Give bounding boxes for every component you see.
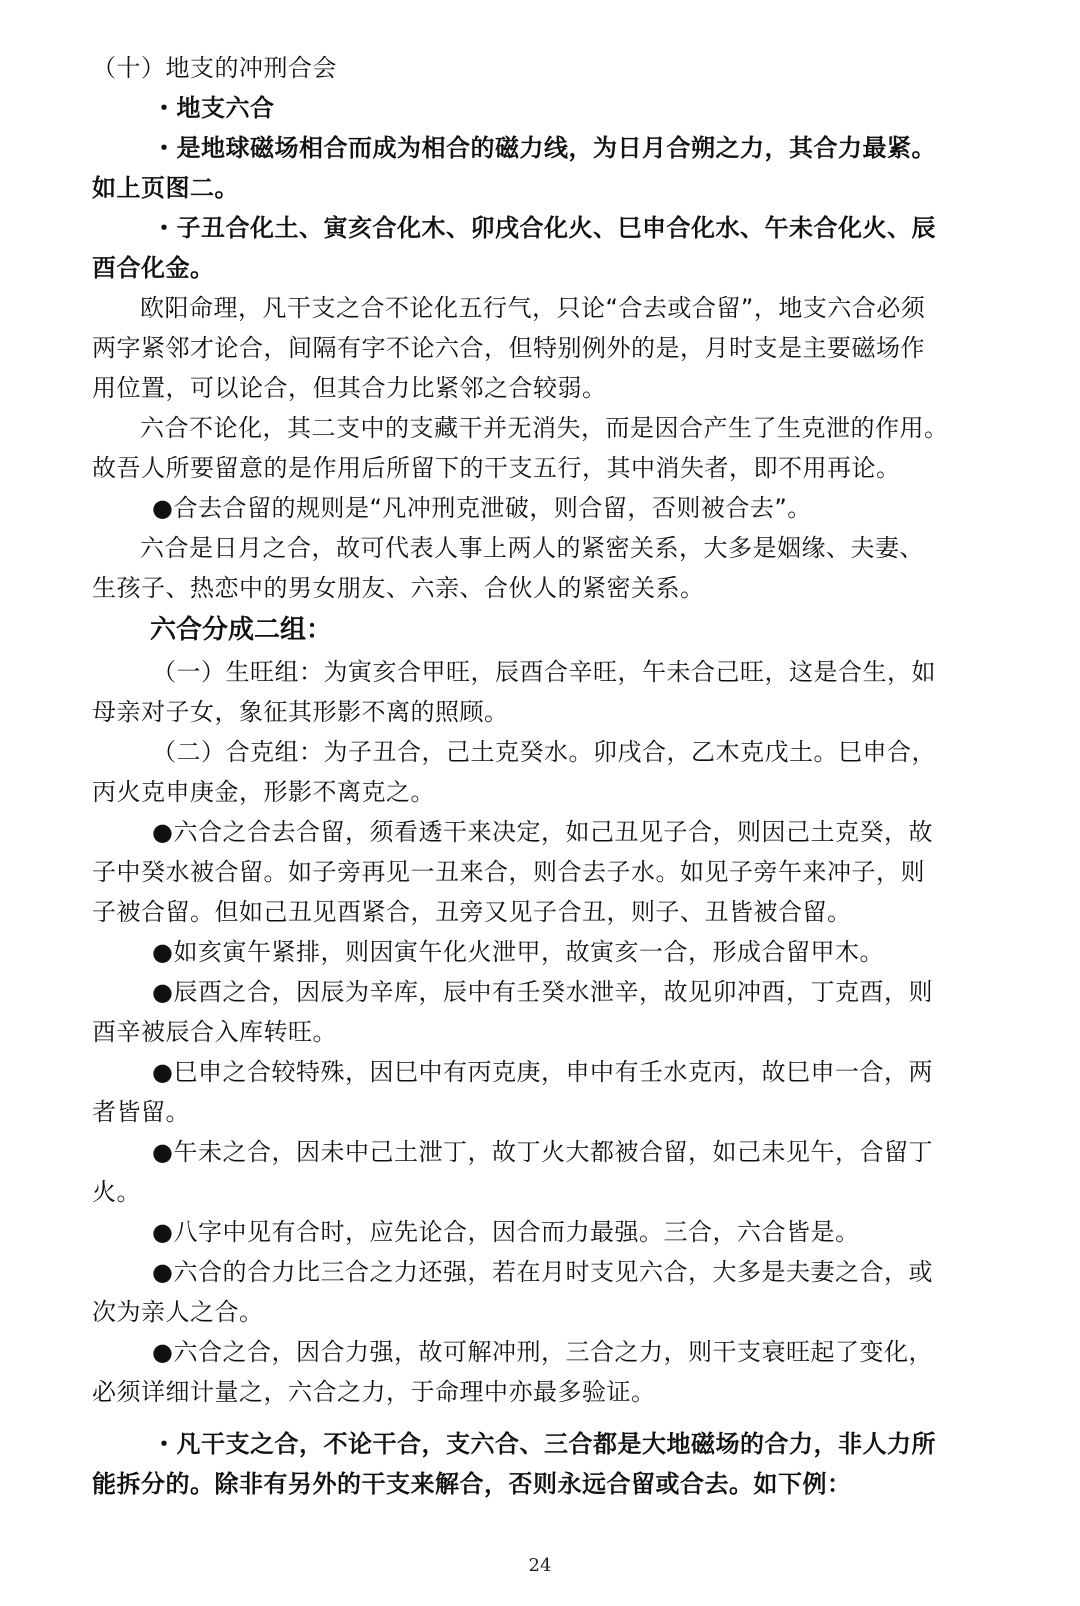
paragraph-line: 六合不论化，其二支中的支藏干并无消失，而是因合产生了生克泄的作用。 [140,414,949,442]
paragraph-line: 生孩子、热恋中的男女朋友、六亲、合伙人的紧密关系。 [92,574,705,602]
section-heading: （十）地支的冲刑合会 [92,54,337,82]
bold-item-six-combinations: ・地支六合 [152,94,275,122]
bold-item-combination-list: ・子丑合化土、寅亥合化木、卯戌合化火、巳申合化水、午未合化火、辰 [152,214,936,242]
paragraph-line: 欧阳命理，凡干支之合不论化五行气，只论“合去或合留”，地支六合必须 [140,294,926,322]
paragraph-line: 故吾人所要留意的是作用后所留下的干支五行，其中消失者，即不用再论。 [92,454,901,482]
bullet-line: 次为亲人之合。 [92,1298,264,1326]
bullet-line: ●八字中见有合时，应先论合，因合而力最强。三合，六合皆是。 [152,1218,860,1246]
paragraph-line: 用位置，可以论合，但其合力比紧邻之合较弱。 [92,374,607,402]
group-line: （二）合克组：为子丑合，己土克癸水。卯戌合，乙木克戊土。巳申合， [152,738,936,766]
bullet-line: 酉辛被辰合入库转旺。 [92,1018,337,1046]
bullet-rule: ●合去合留的规则是“凡冲刑克泄破，则合留，否则被合去”。 [152,494,812,522]
bullet-line: ●如亥寅午紧排，则因寅午化火泄甲，故寅亥一合，形成合留甲木。 [152,938,884,966]
paragraph-line: 六合是日月之合，故可代表人事上两人的紧密关系，大多是姻缘、夫妻、 [140,534,924,562]
bullet-line: ●六合的合力比三合之力还强，若在月时支见六合，大多是夫妻之合，或 [152,1258,933,1286]
bullet-line: 必须详细计量之，六合之力，于命理中亦最多验证。 [92,1378,656,1406]
bullet-line: ●午未之合，因未中己土泄丁，故丁火大都被合留，如己未见午，合留丁 [152,1138,933,1166]
bold-item-continuation: 如上页图二。 [92,174,239,202]
page-number: 24 [528,1555,552,1576]
bullet-line: ●六合之合去合留，须看透干来决定，如己丑见子合，则因己土克癸，故 [152,818,933,846]
bullet-line: ●辰酉之合，因辰为辛库，辰中有壬癸水泄辛，故见卯冲酉，丁克酉，则 [152,978,933,1006]
bullet-line: 子被合留。但如己丑见酉紧合，丑旁又见子合丑，则子、丑皆被合留。 [92,898,852,926]
bold-item-combination-list-cont: 酉合化金。 [92,254,215,282]
page-content [92,48,992,1504]
bold-item-magnetic-field: ・是地球磁场相合而成为相合的磁力线，为日月合朔之力，其合力最紧。 [152,134,936,162]
paragraph-line: 两字紧邻才论合，间隔有字不论六合，但特别例外的是，月时支是主要磁场作 [92,334,925,362]
bullet-line: 子中癸水被合留。如子旁再见一丑来合，则合去子水。如见子旁午来冲子，则 [92,858,925,886]
final-bold-line: 能拆分的。除非有另外的干支来解合，否则永远合留或合去。如下例： [92,1470,852,1498]
final-bold-line: ・凡干支之合，不论干合，支六合、三合都是大地磁场的合力，非人力所 [152,1430,936,1458]
bullet-line: ●巳申之合较特殊，因巳中有丙克庚，申中有壬水克丙，故巳申一合，两 [152,1058,933,1086]
section-title: 六合分成二组： [150,615,333,645]
group-line: 丙火克申庚金，形影不离克之。 [92,778,435,806]
bullet-line: 者皆留。 [92,1098,190,1126]
bullet-line: 火。 [92,1178,141,1206]
group-line: 母亲对子女，象征其形影不离的照顾。 [92,698,509,726]
bullet-line: ●六合之合，因合力强，故可解冲刑，三合之力，则干支衰旺起了变化， [152,1338,933,1366]
spacer [92,1412,992,1424]
group-line: （一）生旺组：为寅亥合甲旺，辰酉合辛旺，午未合己旺，这是合生，如 [152,658,936,686]
